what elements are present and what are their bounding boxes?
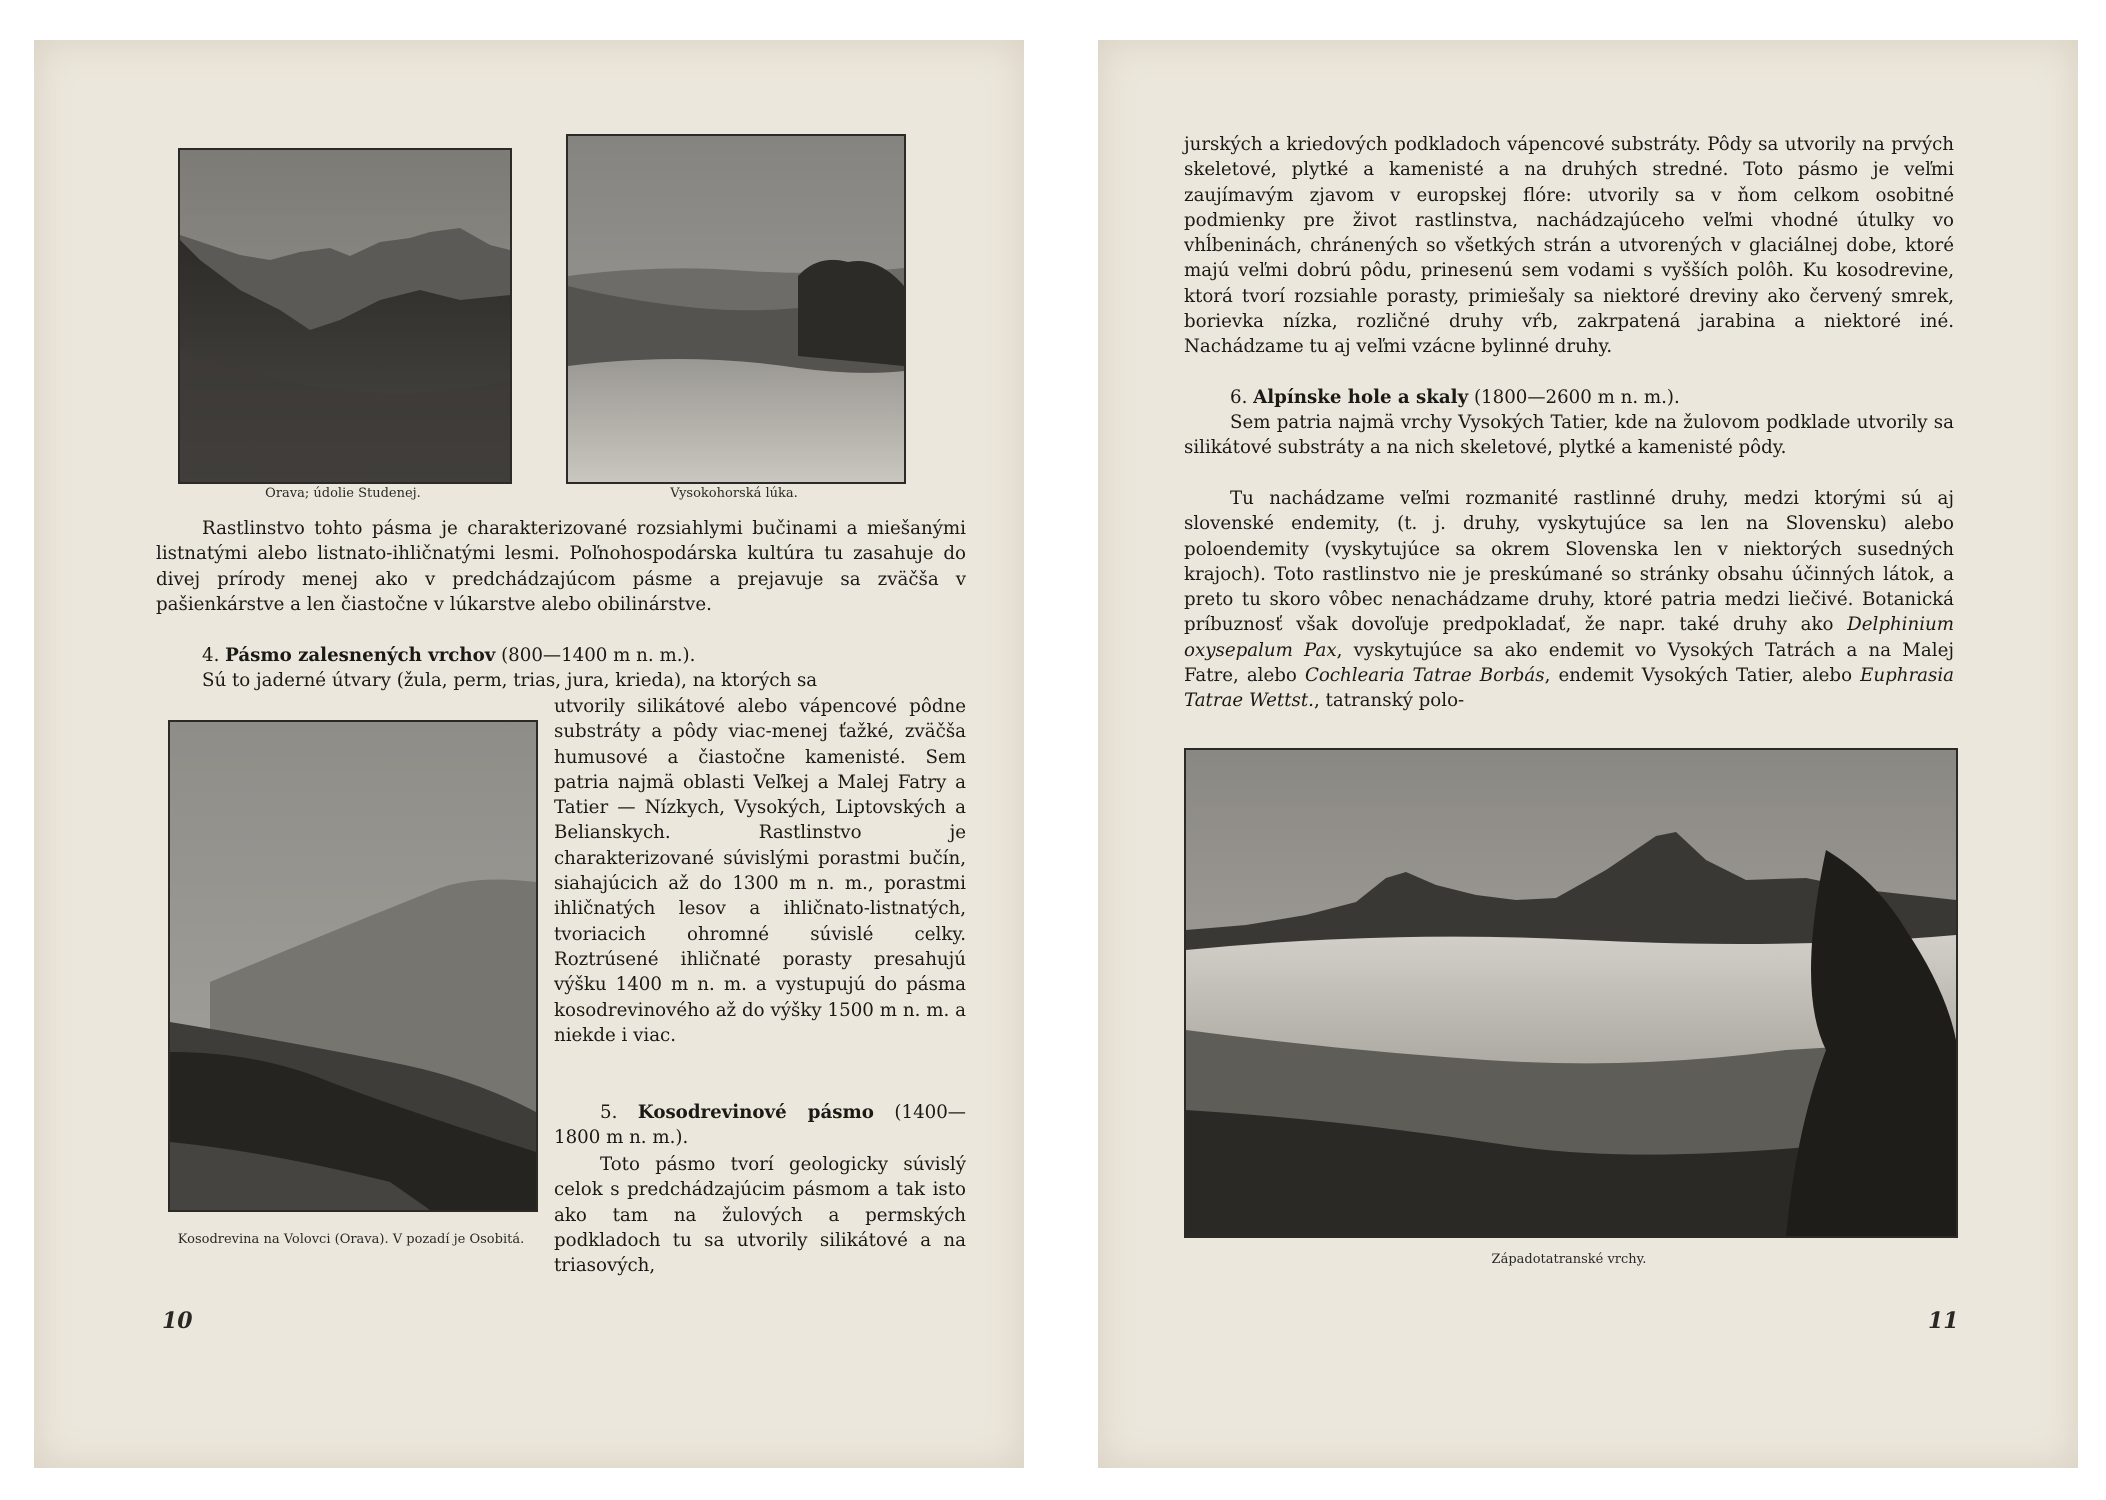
section-6-range: (1800—2600 m n. m.). xyxy=(1473,387,1680,408)
intro-paragraph: Rastlinstvo tohto pásma je charakterizované rozsiahlymi bučinami a miešanými listnatými alebo listnato-ihličnatými lesmi. Poľnohospodárska kultúra tu zasahuje do divej prírody menej ako v predchádzajúcom pásme a prejavuje sa zväčša v pašienkárstve a len čiastočne v lúkarstve alebo obilinárstve. xyxy=(156,518,966,615)
photo-dwarf-pine-caption: Kosodrevina na Volovci (Orava). V pozadí je Osobitá. xyxy=(177,1232,525,1247)
left-page xyxy=(34,40,1024,1468)
section-6-paragraph-2 xyxy=(1184,486,1954,714)
continued-paragraph: jurských a kriedových podkladoch vápencové substráty. Pôdy sa utvorily na prvých skeletové, plytké a kamenisté a na druhých stredné. Toto pásmo je veľmi zaujímavým zjavom v europskej flóre: utvorily sa v ňom celkom osobitné podmienky pre život rastlinstva, nachádzajúceho veľmi vhodné útulky vo vhĺbeninách, chránených so všetkých strán a utvorených v glaciálnej dobe, ktoré majú veľmi dobrú pôdu, prinesenú sem vodami s vyšších polôh. Ku kosodrevine, ktorá tvorí rozsiahle porasty, primiešaly sa niektoré dreviny ako červený smrek, borievka nízka, rozličné druhy vŕb, zakrpatená jarabina a niektoré iné. Nachádzame tu aj veľmi vzácne bylinné druhy. xyxy=(1184,134,1954,358)
section-5-range: (1400—1800 m n. m.). xyxy=(554,1102,966,1149)
photo-meadow xyxy=(566,134,906,484)
section-6-title: Alpínske hole a skaly xyxy=(1253,387,1469,408)
section-4-title: Pásmo zalesnených vrchov xyxy=(225,645,496,666)
species-euphrasia: Euphrasia Tatrae Wettst. xyxy=(1184,665,1954,712)
section-4-first-line: Sú to jaderné útvary (žula, perm, trias, jura, krieda), na ktorých sa xyxy=(202,670,818,691)
photo-dwarf-pine xyxy=(168,720,538,1212)
page-number-right: 11 xyxy=(1928,1308,1959,1334)
section-6-paragraph-1: Sem patria najmä vrchy Vysokých Tatier, kde na žulovom podklade utvorily sa silikátové substráty a na nich skeletové, plytké a kamenisté pôdy. xyxy=(1184,412,1954,459)
section-4-heading xyxy=(156,643,966,668)
page-number-left: 10 xyxy=(162,1308,193,1334)
section-6-p2-part-b: , vyskytujúce sa ako endemit vo Vysokých Tatrách a na Malej Fatre, alebo xyxy=(1184,639,1954,687)
section-4-range: (800—1400 m n. m.). xyxy=(501,645,696,666)
photo-orava-valley xyxy=(178,148,512,484)
photo-western-tatras xyxy=(1184,748,1958,1238)
section-5-title: Kosodrevinové pásmo xyxy=(637,1102,874,1123)
section-5-heading xyxy=(554,1100,966,1151)
section-5-body: Toto pásmo tvorí geologicky súvislý celok s predchádzajúcim pásmom a tak isto ako tam na žulových a permských podkladoch tu sa utvorily silikátové a na triasových, xyxy=(554,1154,966,1277)
photo-western-tatras-caption: Západotatranské vrchy. xyxy=(1491,1252,1647,1267)
photo-orava-caption: Orava; údolie Studenej. xyxy=(265,486,421,501)
section-6-p2-part-a: Tu nachádzame veľmi rozmanité rastlinné druhy, medzi ktorými sú aj slovenské endemity, (t. j. druhy, vyskytujúce sa len na Slovensku) alebo poloendemity (vyskytujúce sa okrem Slovenska len v niektorých susedných krajoch). Toto rastlinstvo nie je preskúmané so stránky obsahu účinných látok, a preto tu skoro vôbec nenachádzame druhy, ktoré patria medzi liečivé. Botanická príbuznosť však dovoľuje predpokladať, že napr. také druhy ako xyxy=(1184,488,1954,636)
section-4-number: 4. xyxy=(202,645,220,666)
section-4-body: utvorily silikátové alebo vápencové pôdne substráty a pôdy viac-menej ťažké, zväčša humusové a čiastočne kamenisté. Sem patria najmä oblasti Veľkej a Malej Fatry a Tatier — Nízkych, Vysokých, Liptovských a Belianskych. Rastlinstvo je charakterizované súvislými porastmi bučín, siahajúcich až do 1300 m n. m., porastmi ihličnatých lesov a ihličnato-listnatých, tvoriacich ohromné súvislé celky. Roztrúsené ihličnaté porasty presahujú výšku 1400 m n. m. a vystupujú do pásma kosodrevinového až do výšky 1500 m n. m. a niekde i viac. xyxy=(554,696,966,1046)
section-6-number: 6. xyxy=(1230,387,1248,408)
section-5-number: 5. xyxy=(600,1102,618,1123)
section-6-p2-part-d: , tatranský polo- xyxy=(1313,690,1465,712)
photo-meadow-caption: Vysokohorská lúka. xyxy=(670,486,798,501)
section-6-heading xyxy=(1184,385,1954,410)
species-delphinium: Delphinium oxysepalum Pax xyxy=(1184,614,1954,661)
right-page xyxy=(1098,40,2078,1468)
species-cochlearia: Cochlearia Tatrae Borbás xyxy=(1304,665,1545,687)
section-6-p2-part-c: , endemit Vysokých Tatier, alebo xyxy=(1544,665,1853,687)
